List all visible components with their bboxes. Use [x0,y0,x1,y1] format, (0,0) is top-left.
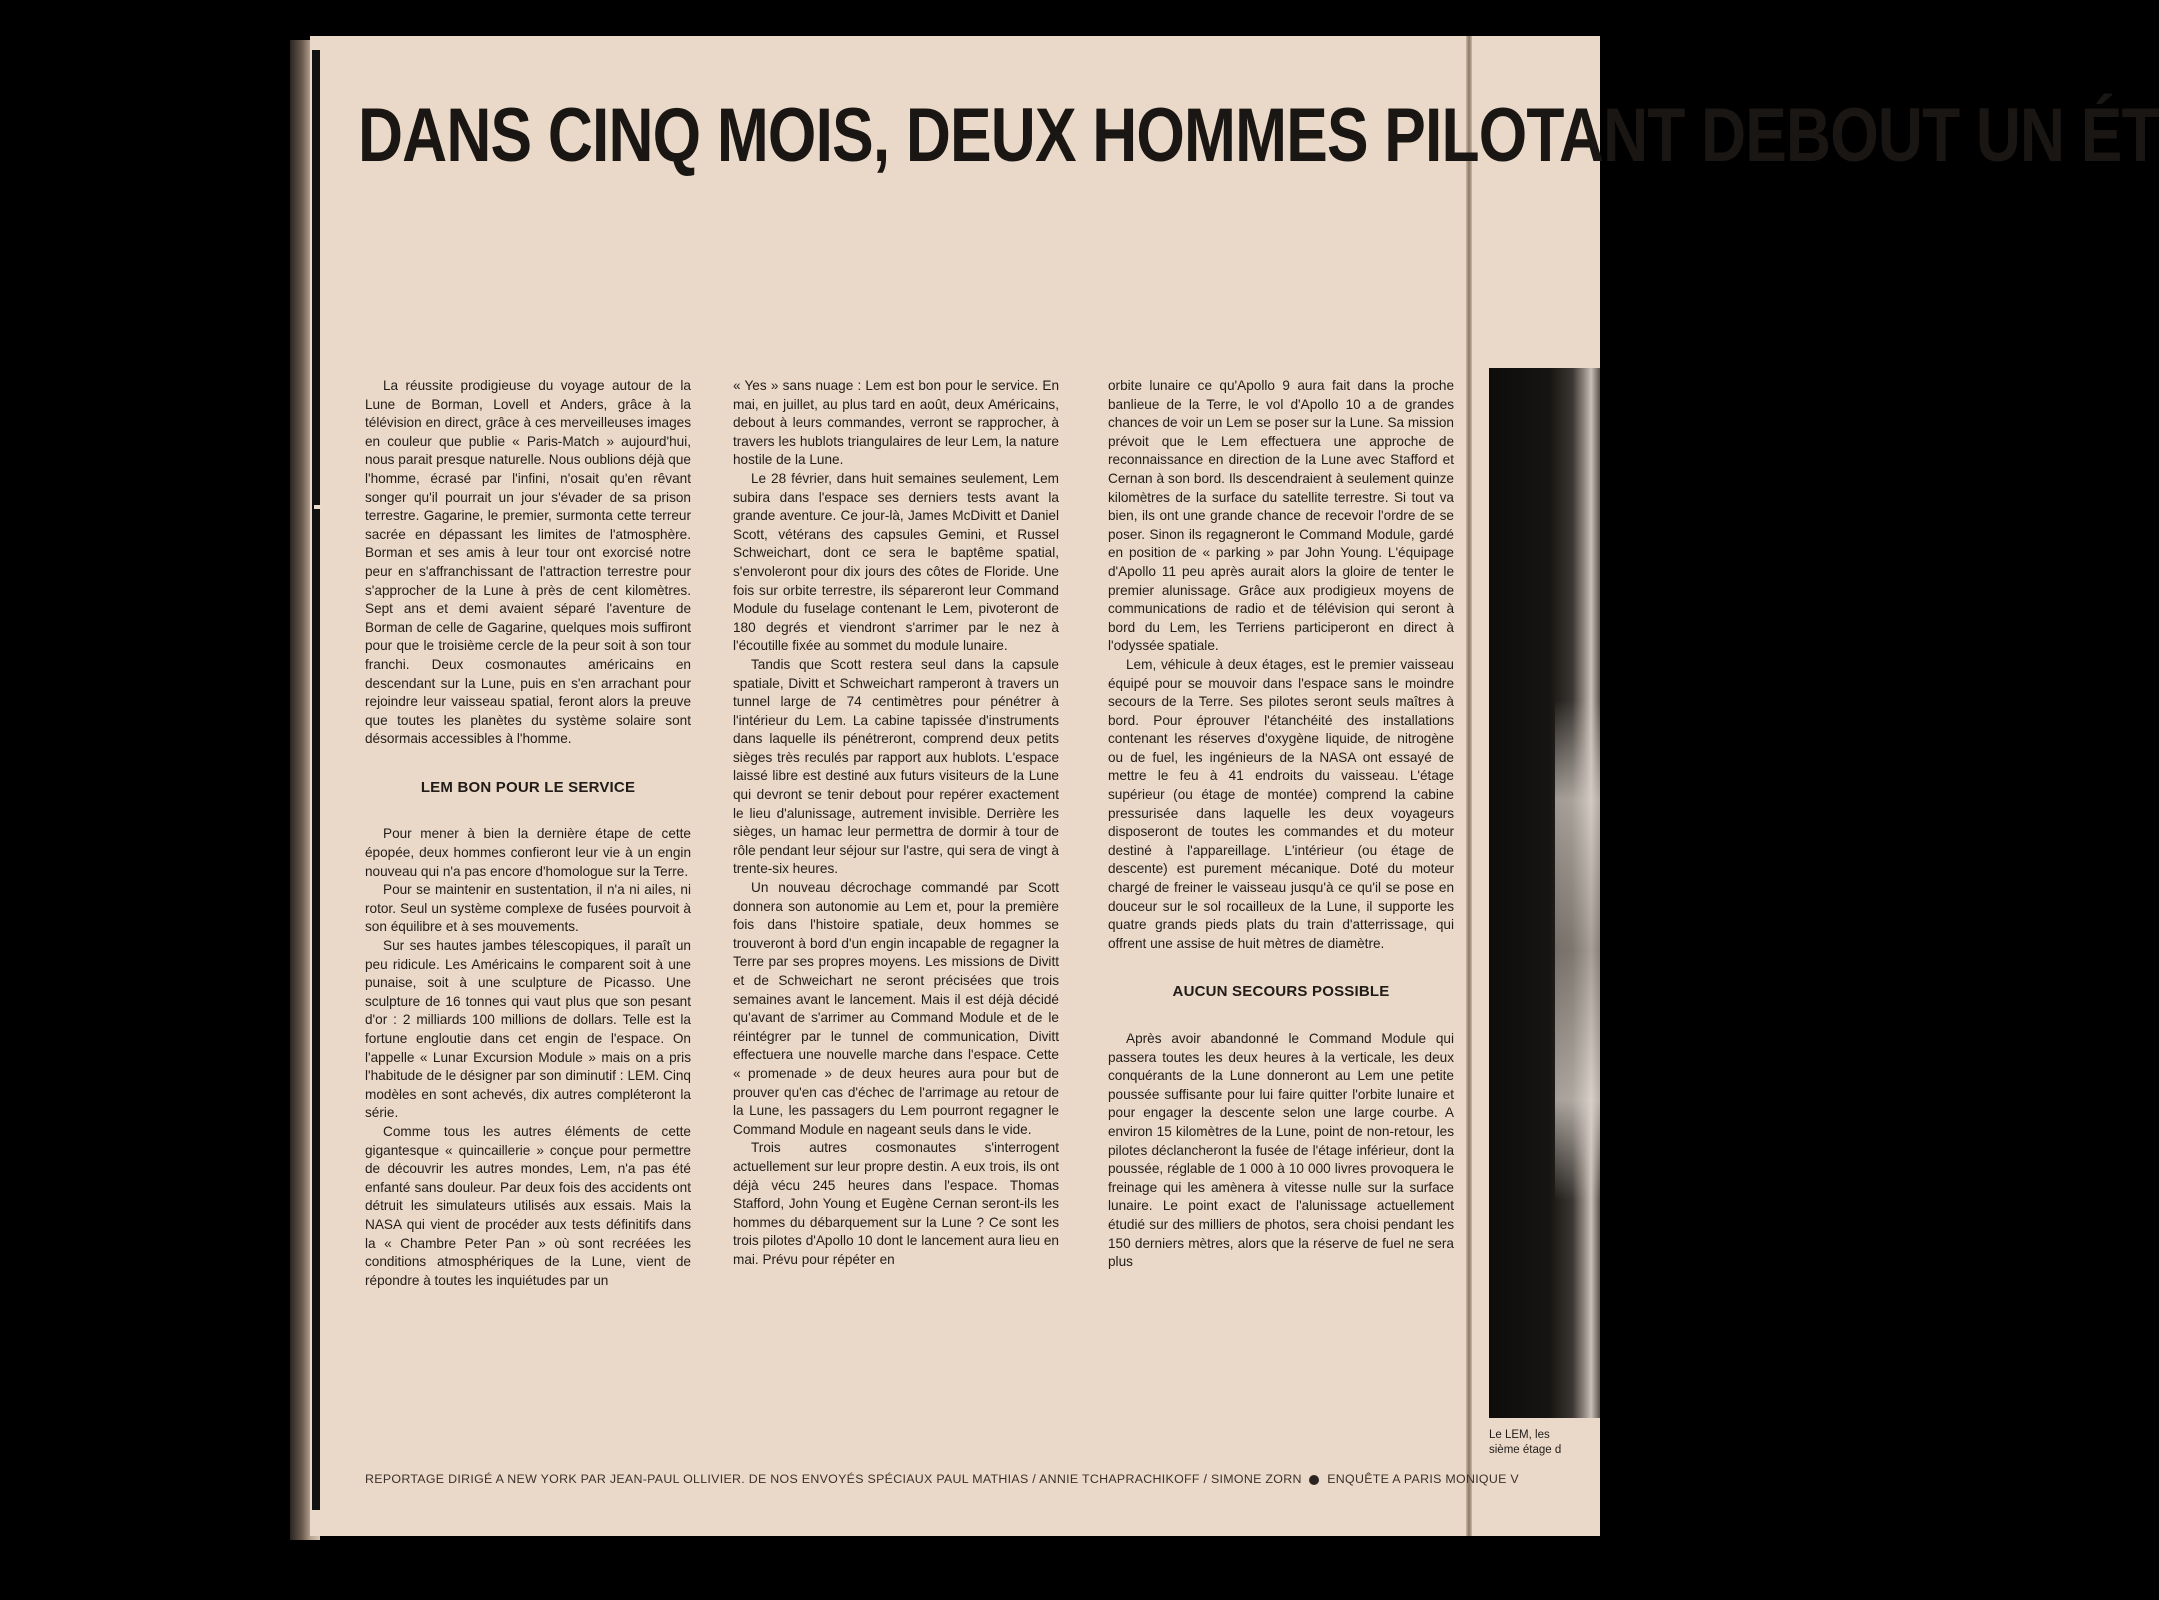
caption-line: Le LEM, les [1489,1429,1550,1441]
section-heading: LEM BON POUR LE SERVICE [420,778,636,796]
article-paragraph: « Yes » sans nuage : Lem est bon pour le service. En mai, en juillet, au plus tard en août, deux Américains, debout à leurs commandes, verront se rapprocher, à travers les hublots triangulaires de leur Lem, la nature hostile de la Lune. [733,378,1059,468]
headline-word: MOIS, [716,93,890,178]
article-paragraph: Lem, véhicule à deux étages, est le premier vaisseau équipé pour se mouvoir dans l'espace sans le moindre secours de la Terre. Ses pilotes seront seuls maîtres à bord. Pour éprouver l'étanchéité des installations contenant les réserves d'oxygène liquide, de nitrogène ou de fuel, les ingénieurs de la NASA ont essayé de mettre le feu à 41 endroits du vaisseau. L'étage supérieur (ou étage de montée) comprend la cabine pressurisée dans laquelle les deux voyageurs disposeront de toutes les commandes et du moteur destiné à l'appareillage. L'intérieur (ou étage de descente) est purement mécanique. Doté du moteur chargé de freiner le vaisseau jusqu'à ce qu'il se pose en douceur sur le sol rocailleux de la Lune, il supporte les quatre grands pieds plats du train d'atterrissage, qui offrent une assise de huit mètres de diamètre. [1108,656,1454,951]
credits-text: ENQUÊTE A PARIS MONIQUE V [1327,1472,1519,1486]
headline-word: ÉT [2080,93,2159,178]
lem-photo-highlight [1555,700,1600,1200]
headline-word: DEBOUT [1701,93,1960,178]
headline-word: PILOTANT [1384,93,1685,178]
headline [358,88,2159,184]
article-paragraph: Sur ses hautes jambes télescopiques, il paraît un peu ridicule. Les Américains le comparent soit à une punaise, soit à une sculpture de Picasso. Une sculpture de 16 tonnes qui vaut plus que son pesant d'or : 2 milliards 100 millions de dollars. Telle est la fortune engloutie dans cet engin de l'espace. On l'appelle « Lunar Excursion Module » mais on a pris l'habitude de le désigner par son diminutif : LEM. Cinq modèles en sont achevés, dix autres compléteront la série. [365,938,691,1121]
vertical-rule [312,50,320,1510]
headline-word: CINQ [547,93,701,178]
article-paragraph: orbite lunaire ce qu'Apollo 9 aura fait dans la proche banlieue de la Terre, le vol d'Apollo 10 a de grandes chances de voir un Lem se poser sur la Lune. Sa mission prévoit que le Lem effectuera une approche de reconnaissance en direction de la Lune avec Stafford et Cernan à son bord. Ils descendraient à seulement quinze kilomètres de la surface du satellite terrestre. Si tout va bien, ils ont une grande chance de recevoir l'ordre de se poser. Sinon ils regagneront le Command Module, gardé en position de « parking » par John Young. L'équipage d'Apollo 11 peu après aurait alors la gloire de tenter le premier alunissage. Grâce aux prodigieux moyens de communications de radio et de télévision qui seront à bord du Lem, les Terriens participeront en direct à l'odyssée spatiale. [1108,378,1454,654]
bullet-icon [1309,1475,1319,1485]
headline-word: HOMMES [1092,93,1368,178]
article-column-3 [1108,377,1454,1272]
credits-text: REPORTAGE DIRIGÉ A NEW YORK PAR JEAN-PAUL OLLIVIER. DE NOS ENVOYÉS SPÉCIAUX PAUL MATHIAS / ANNIE TCHAPRACHIKOFF / SIMONE ZORN [365,1472,1302,1486]
article-paragraph: Pour se maintenir en sustentation, il n'a ni ailes, ni rotor. Seul un système complexe de fusées pourvoit à son équilibre et à ses mouvements. [365,882,691,935]
section-heading: AUCUN SECOURS POSSIBLE [1172,983,1390,1001]
photo-caption [1489,1428,1600,1458]
headline-word: DANS [358,93,532,178]
article-paragraph: La réussite prodigieuse du voyage autour de la Lune de Borman, Lovell et Anders, grâce à la télévision en direct, grâce à ces merveilleuses images en couleur que publie « Paris-Match » aujourd'hui, nous parait presque naturelle. Nous oublions déjà que l'homme, écrasé par l'infini, n'osait qu'en rêvant songer qu'il pourrait un jour s'évader de sa prison terrestre. Gagarine, le premier, surmonta cette terreur sacrée en dépassant les limites de l'atmosphère. Borman et ses amis à leur tour ont exorcisé notre peur en s'affranchissant de l'attraction terrestre pour s'approcher de la Lune à près de cent kilomètres. Sept ans et demi avaient séparé l'aventure de Borman de celle de Gagarine, quelques mois suffiront pour que le troisième cercle de la peur soit à son tour franchi. Deux cosmonautes américains en descendant sur la Lune, puis en s'en arrachant pour rejoindre leur vaisseau spatial, feront alors la preuve que toutes les planètes du système solaire sont désormais accessibles à l'homme. [365,378,691,747]
article-paragraph: Trois autres cosmonautes s'interrogent actuellement sur leur propre destin. A eux trois, ils ont déjà vécu 245 heures dans l'espace. Thomas Stafford, John Young et Eugène Cernan seront-ils les hommes du débarquement sur la Lune ? Ce sont les trois pilotes d'Apollo 10 dont le lancement aura lieu en mai. Prévu pour répéter en [733,1140,1059,1267]
rule-mark [314,505,322,509]
article-paragraph: Comme tous les autres éléments de cette gigantesque « quincaillerie » conçue pour permettre de découvrir les autres mondes, Lem, n'a pas été enfanté sans douleur. Par deux fois des accidents ont détruit les simulateurs utilisés aux essais. Mais la NASA qui vient de procéder aux tests définitifs dans la « Chambre Peter Pan » où sont recréées les conditions atmosphériques de la Lune, vient de répondre à toutes les inquiétudes par un [365,1123,691,1288]
page-gutter [1466,36,1472,1536]
article-paragraph: Après avoir abandonné le Command Module qui passera toutes les deux heures à la verticale, les deux conquérants de la Lune donneront au Lem une petite poussée suffisante pour lui faire quitter l'orbite lunaire et pour engager la descente selon une large courbe. A environ 15 kilomètres de la Lune, point de non-retour, les pilotes déclancheront la fusée de l'étage inférieur, dont la poussée, réglable de 1 000 à 10 000 livres provoquera le freinage qui les amènera à vitesse nulle sur la surface lunaire. Le point exact de l'alunissage actuellement étudié sur des milliers de photos, sera choisi pendant les 150 derniers mètres, alors que la réserve de fuel ne sera plus [1108,1031,1454,1270]
article-paragraph: Un nouveau décrochage commandé par Scott donnera son autonomie au Lem et, pour la première fois dans l'histoire spatiale, deux hommes se trouveront à bord d'un engin incapable de regagner la Terre par ses propres moyens. Les missions de Divitt et de Schweichart ne seront précisées que trois semaines avant le lancement. Mais il est déjà décidé qu'avant de s'arrimer au Command Module et de le réintégrer par le tunnel de communication, Divitt effectuera une nouvelle marche dans l'espace. Cette « promenade » de deux heures aura pour but de prouver qu'en cas d'échec de l'arrimage au retour de la Lune, les passagers du Lem pourront regagner le Command Module en nageant seuls dans le vide. [733,880,1059,1137]
article-column-1 [365,377,691,1290]
article-paragraph: Le 28 février, dans huit semaines seulement, Lem subira dans l'espace ses derniers tests avant la grande aventure. Ce jour-là, James McDivitt et Daniel Scott, vétérans des capsules Gemini, et Russel Schweichart, dont ce sera le baptême spatial, s'envoleront pour dix jours des côtes de Floride. Une fois sur orbite terrestre, ils sépareront leur Command Module du fuselage contenant le Lem, pivoteront de 180 degrés et viendront s'arrimer par le nez à l'écoutille fixée au sommet du module lunaire. [733,470,1059,654]
headline-word: UN [1975,93,2065,178]
headline-word: DEUX [905,93,1076,178]
caption-line: sième étage d [1489,1444,1562,1456]
article-paragraph: Pour mener à bien la dernière étape de cette épopée, deux hommes confieront leur vie à un engin nouveau qui n'a pas encore d'homologue sur la Terre. [365,826,691,879]
article-column-2 [733,377,1059,1270]
credits-line [365,1468,1600,1490]
article-paragraph: Tandis que Scott restera seul dans la capsule spatiale, Divitt et Schweichart ramperont à travers un tunnel large de 74 centimètres pour pénétrer à l'intérieur du Lem. La cabine tapissée d'instruments dans laquelle ils pénétreront, comprend deux petits sièges très reculés par rapport aux hublots. L'espace laissé libre est destiné aux futurs visiteurs de la Lune qui devront se tenir debout pour repérer exactement le lieu d'alunissage, autrement invisible. Derrière les sièges, un hamac leur permettra de dormir à tour de rôle pendant leur séjour sur l'astre, qui sera de vingt à trente-six heures. [733,656,1059,877]
